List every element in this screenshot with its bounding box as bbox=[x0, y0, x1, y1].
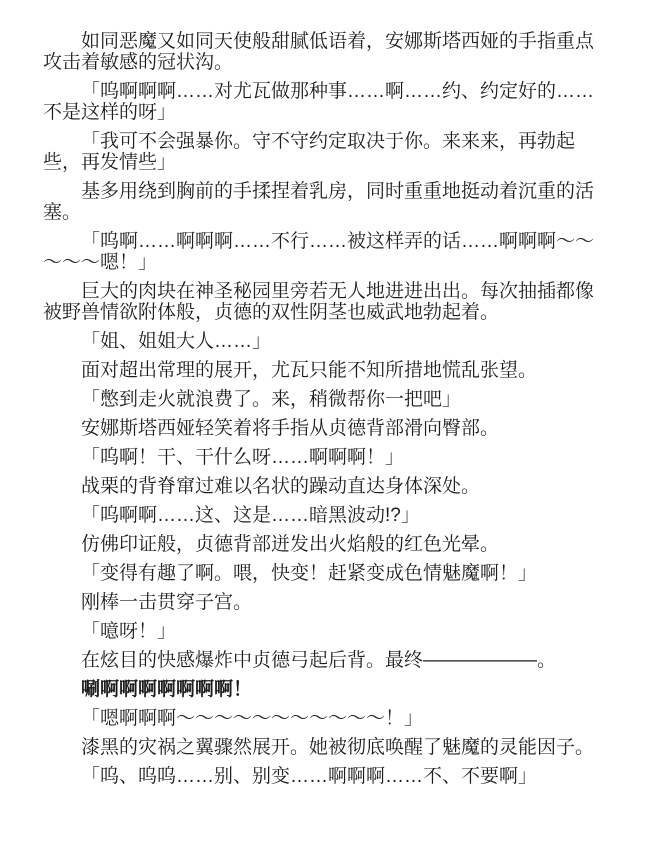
paragraph: 基多用绕到胸前的手揉捏着乳房，同时重重地挺动着沉重的活塞。 bbox=[43, 181, 595, 223]
paragraph: 「姐、姐姐大人……」 bbox=[81, 331, 272, 352]
paragraph: 「呜啊啊啊……对尤瓦做那种事……啊……约、约定好的……不是这样的呀」 bbox=[43, 81, 595, 123]
paragraph: 「憋到走火就浪费了。来，稍微帮你一把吧」 bbox=[81, 389, 462, 410]
paragraph: 仿佛印证般，贞德背部迸发出火焰般的红色光晕。 bbox=[81, 534, 500, 555]
paragraph: 如同恶魔又如同天使般甜腻低语着，安娜斯塔西娅的手指重点攻击着敏感的冠状沟。 bbox=[43, 31, 595, 73]
paragraph: 「我可不会强暴你。守不守约定取决于你。来来来，再勃起些，再发情些」 bbox=[43, 131, 576, 173]
paragraph: 战栗的背脊窜过难以名状的躁动直达身体深处。 bbox=[81, 476, 481, 497]
paragraph: 「呜啊……啊啊啊……不行……被这样弄的话……啊啊啊～～～～～嗯！」 bbox=[43, 231, 595, 273]
paragraph: 「呜、呜呜……别、别变……啊啊啊……不、不要啊」 bbox=[81, 766, 538, 787]
paragraph: 「呜啊啊……这、这是……暗黑波动!?」 bbox=[81, 505, 420, 526]
paragraph: 安娜斯塔西娅轻笑着将手指从贞德背部滑向臀部。 bbox=[81, 418, 500, 439]
paragraph: 「呜啊！干、干什么呀……啊啊啊！」 bbox=[81, 447, 405, 468]
paragraph: 面对超出常理的展开，尤瓦只能不知所措地慌乱张望。 bbox=[81, 360, 538, 381]
paragraph: 「噫呀！」 bbox=[81, 621, 177, 642]
paragraph: 「嗯啊啊啊～～～～～～～～～～～！」 bbox=[81, 708, 424, 729]
paragraph: 巨大的肉块在神圣秘园里旁若无人地进进出出。每次抽插都像被野兽情欲附体般，贞德的双性阴茎也威武地勃起着。 bbox=[43, 281, 595, 323]
paragraph: 刚棒一击贯穿子宫。 bbox=[81, 592, 253, 613]
emphasis-paragraph: 唰啊啊啊啊啊啊啊！ bbox=[81, 679, 253, 700]
paragraph: 「变得有趣了啊。喂，快变！赶紧变成色情魅魔啊！」 bbox=[81, 563, 538, 584]
paragraph: 在炫目的快感爆炸中贞德弓起后背。最终——————。 bbox=[81, 650, 557, 671]
paragraph: 漆黑的灾祸之翼骤然展开。她被彻底唤醒了魅魔的灵能因子。 bbox=[81, 737, 595, 758]
